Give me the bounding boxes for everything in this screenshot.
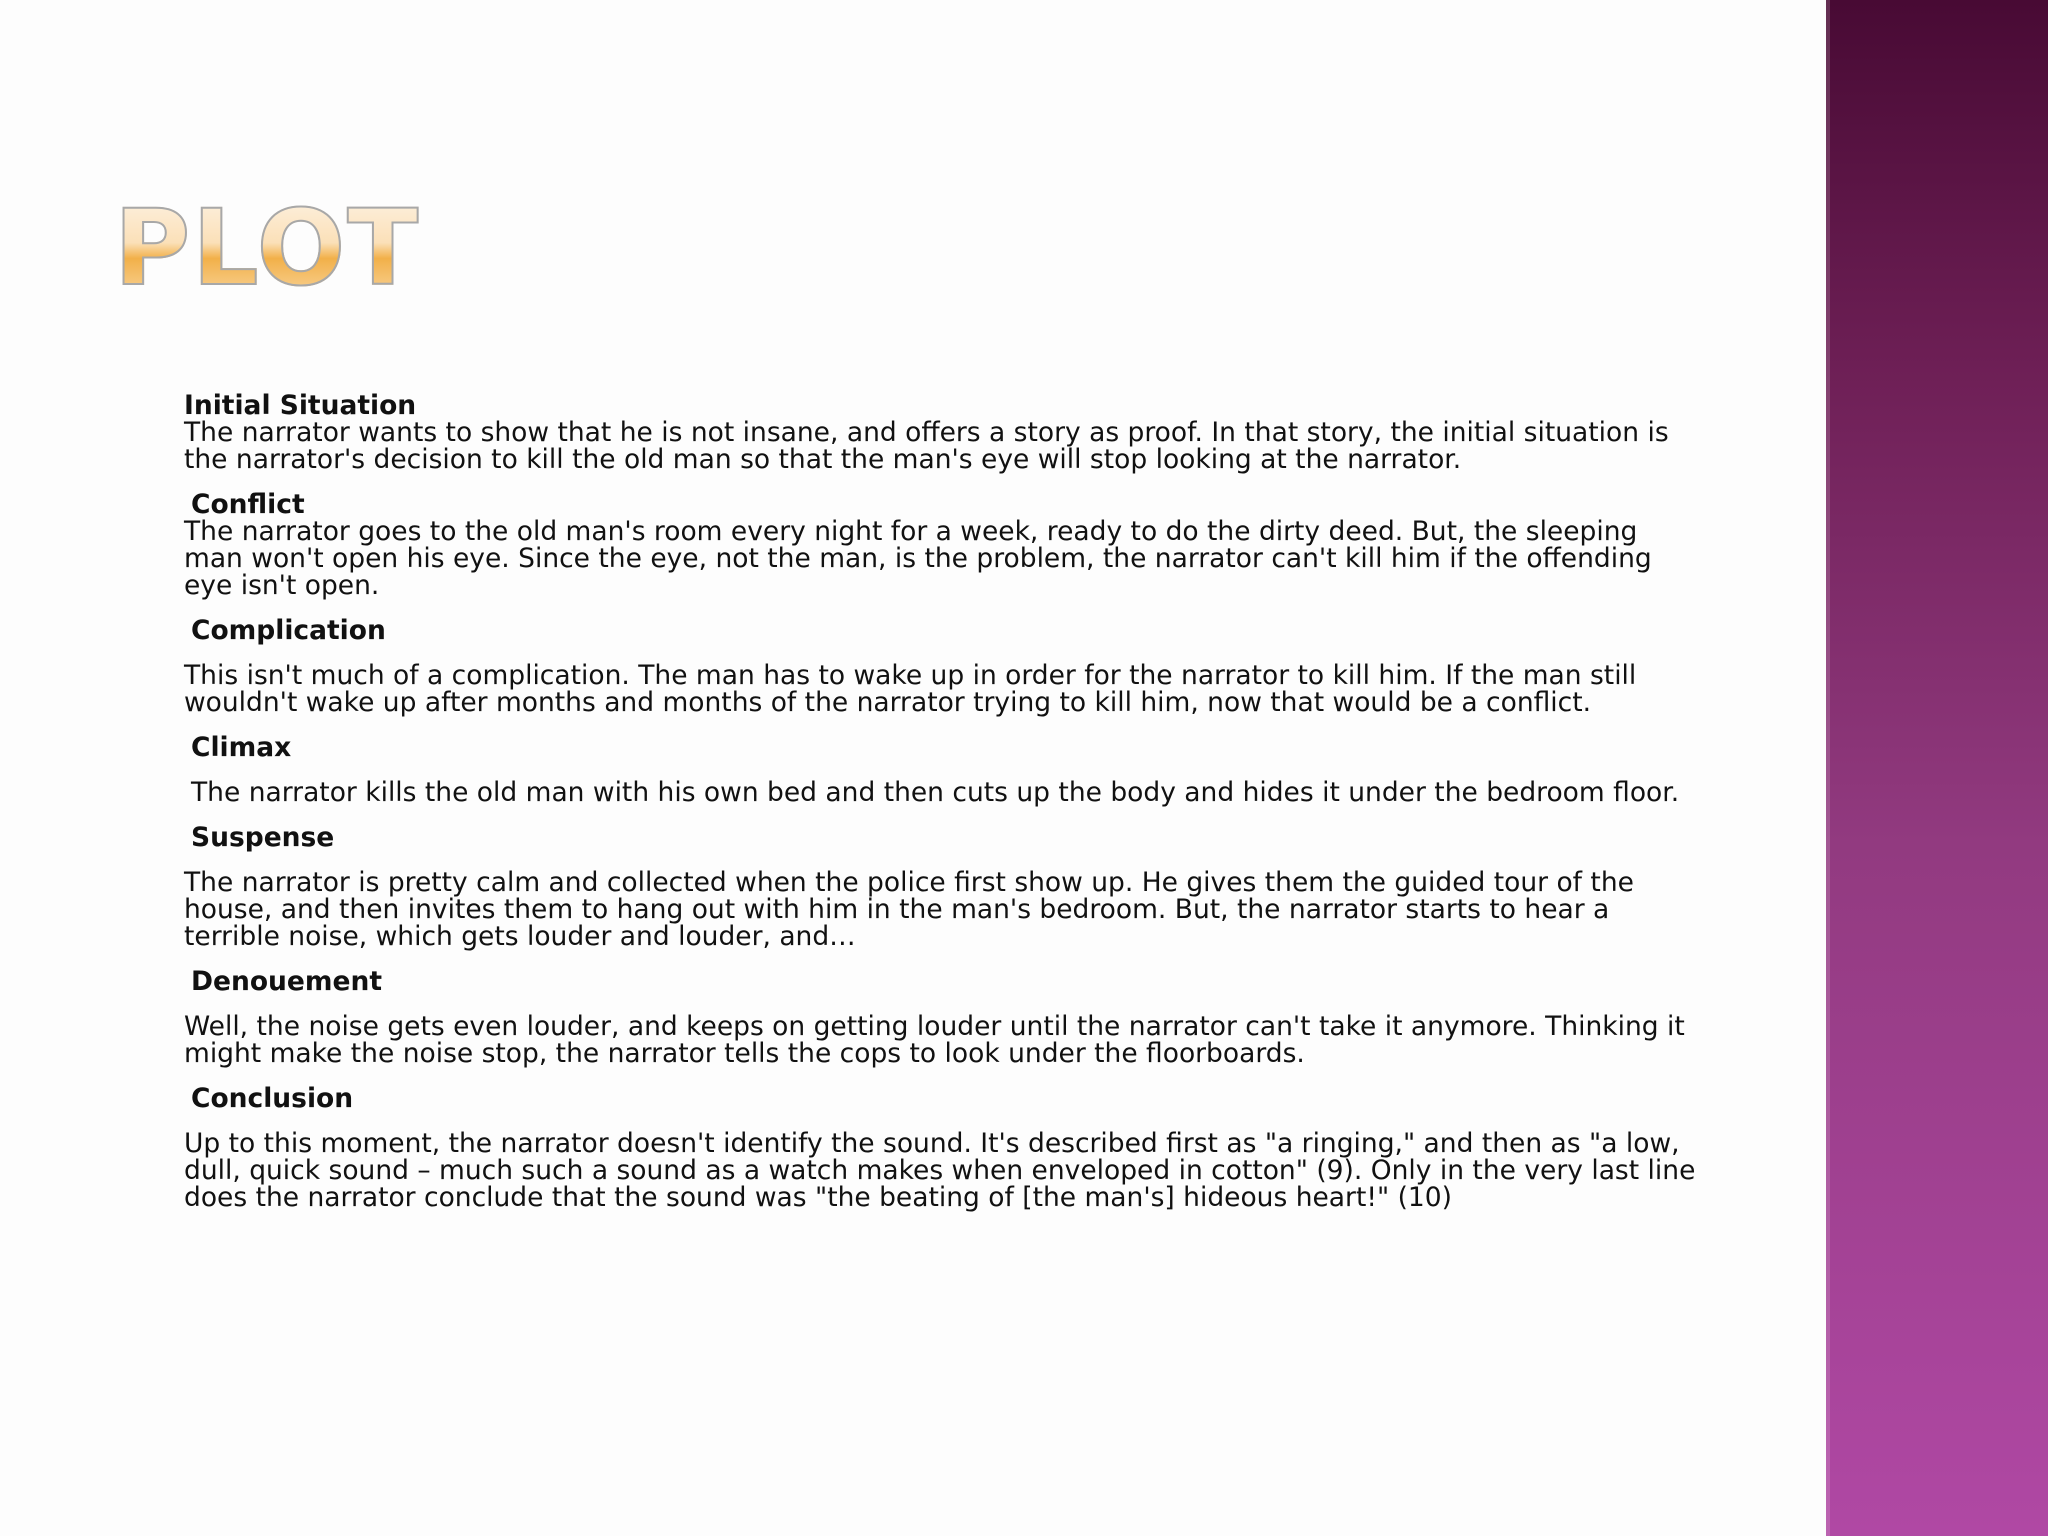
section-text-climax: The narrator kills the old man with his own bed and then cuts up the body and hides it under the bedroom floor. (191, 777, 1680, 808)
section-text-suspense: The narrator is pretty calm and collected when the police first show up. He gives them the guided tour of the house, and then invites them to hang out with him in the man's bedroom. But, the narrator starts to hear a terrible noise, which gets louder and louder, and… (184, 867, 1634, 952)
section-heading-climax: Climax (191, 732, 292, 763)
section-heading-suspense: Suspense (191, 822, 335, 853)
section-text-conclusion: Up to this moment, the narrator doesn't identify the sound. It's described first as "a ringing," and then as "a low, dull, quick sound – much such a sound as a watch makes when enveloped in cotton" (9). Only in the very last line does the narrator conclude that the sound was "the beating of [the man's] hideous heart!" (10) (184, 1128, 1696, 1213)
section-heading-conflict: Conflict (191, 489, 305, 520)
section-heading-denouement: Denouement (191, 966, 382, 997)
section-heading-conclusion: Conclusion (191, 1083, 354, 1114)
decorative-side-band (1826, 0, 2048, 1536)
slide-body (184, 392, 1704, 1211)
section-text-conflict: The narrator goes to the old man's room every night for a week, ready to do the dirty deed. But, the sleeping man won't open his eye. Since the eye, not the man, is the problem, the narrator can't kill him if the offending eye isn't open. (184, 516, 1652, 601)
side-band-edge (1826, 0, 1830, 1536)
section-heading-complication: Complication (191, 615, 386, 646)
section-text-complication: This isn't much of a complication. The man has to wake up in order for the narrator to kill him. If the man still wouldn't wake up after months and months of the narrator trying to kill him, now that would be a conflict. (184, 660, 1637, 718)
slide-title: PLOT (114, 187, 421, 309)
section-heading-initial-situation: Initial Situation (184, 390, 417, 421)
section-text-initial-situation: The narrator wants to show that he is not insane, and offers a story as proof. In that story, the initial situation is the narrator's decision to kill the old man so that the man's eye will stop looking at the narrator. (184, 417, 1669, 475)
section-text-denouement: Well, the noise gets even louder, and keeps on getting louder until the narrator can't take it anymore. Thinking it might make the noise stop, the narrator tells the cops to look under the floorboards. (184, 1011, 1685, 1069)
